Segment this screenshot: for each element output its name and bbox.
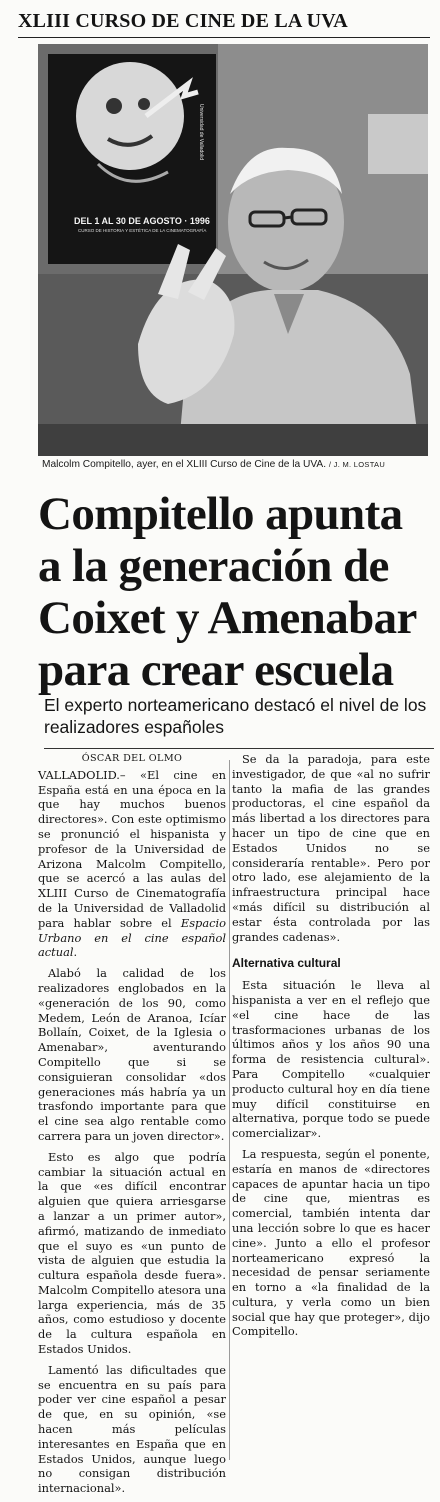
poster-side-text: Universidad de Valladolid	[198, 104, 204, 161]
caption-text: Malcolm Compitello, ayer, en el XLIII Curso de Cine de la UVA.	[42, 459, 327, 470]
article-column-right	[232, 752, 430, 1345]
article-column-left	[38, 752, 226, 1502]
paragraph-1	[38, 768, 226, 960]
byline: ÓSCAR DEL OLMO	[81, 753, 183, 764]
paragraph-3: Esto es algo que podría cambiar la situación actual en la que «es difícil encontrar alguien que quiera arriesgarse a lanzar a un primer autor», afirmó, matizando de inmediato que el suyo es «un punto de vista de alguien que estudia la cultura española desde fuera». Malcolm Compitello atesora una larga experiencia, más de 35 años, como estudioso y docente de la cultura española en Estados Unidos.	[38, 1149, 226, 1357]
paragraph-6: Esta situación le lleva al hispanista a ver en el reflejo que «el cine hace de las trasformaciones urbanas de los últimos años y los años 90 una forma de resistencia cultural». Para Compitello «cualquier producto cultural hoy en día tiene muy difícil constituirse en alternativa, porque todo se puede comercializar».	[232, 978, 430, 1141]
paragraph-5: Se da la paradoja, para este investigador, de que «al no sufrir tanto la mafia de las grandes productoras, el cine español da más libertad a los directores para hacer un tipo de cine que en Estados Unidos no se consideraría rentable». Pero por otro lado, ese alejamiento de la infraestructura principal hace «más difícil su distribución al estar ésta controlada por las grandes cadenas».	[232, 752, 430, 944]
section-subtitle: Alternativa cultural	[232, 956, 341, 971]
column-divider	[229, 760, 230, 1460]
headline: Compitello apunta a la generación de Coixet y Amenabar para crear escuela	[38, 488, 416, 696]
paragraph-2: Alabó la calidad de los realizadores englobados en la «generación de los 90, como Medem, León de Aranoa, Icíar Bollaín, Coixet, de la Iglesia o Amenabar», aventurando Compitello que si se consiguieran consolidar «dos generaciones más habría ya un trasfondo importante para que el cine sea algo rentable como carrera para un joven director».	[38, 966, 226, 1143]
paragraph-1-italic: Espacio Urbano en el cine español actual	[38, 915, 226, 960]
dateline: VALLADOLID.–	[38, 767, 126, 782]
paragraph-7: La respuesta, según el ponente, estaría en manos de «directores capaces de apuntar hacia un tipo de cine que, mientras es comercial, también intenta dar una lección sobre lo que es hacer cine». Junto a ello el profesor norteamericano expresó la necesidad de pensar seriamente en torno a «la finalidad de la cultura, y verla como un bien social que hay que proteger», dijo Compitello.	[232, 1146, 430, 1339]
subheadline: El experto norteamericano destacó el nivel de los realizadores españoles	[44, 694, 434, 749]
poster-subtitle: CURSO DE HISTORIA Y ESTÉTICA DE LA CINEMATOGRAFÍA	[78, 228, 207, 233]
photo-caption	[42, 459, 432, 470]
poster-title: DEL 1 AL 30 DE AGOSTO · 1996	[74, 216, 210, 226]
article-photo	[38, 44, 428, 456]
paragraph-4: Lamentó las dificultades que se encuentra en su país para poder ver cine español a pesar de que, en su opinión, «se hacen más películas interesantes en España que en Estados Unidos, aunque luego no consigan distribución internacional».	[38, 1362, 226, 1496]
paragraph-1-end: .	[73, 945, 78, 960]
photo-credit: / J. M. LOSTAU	[328, 460, 386, 469]
photo-illustration	[38, 44, 428, 456]
section-header: XLIII CURSO DE CINE DE LA UVA	[18, 10, 430, 38]
paragraph-1-text: «El cine en España está en una época en la que hay muchos buenos directores». Con este optimismo se pronunció el hispanista y profesor de la Universidad de Arizona Malcolm Compitello, que se acercó a las aulas del XLIII Curso de Cinematografía de la Universidad de Valladolid para hablar sobre el	[38, 767, 226, 930]
